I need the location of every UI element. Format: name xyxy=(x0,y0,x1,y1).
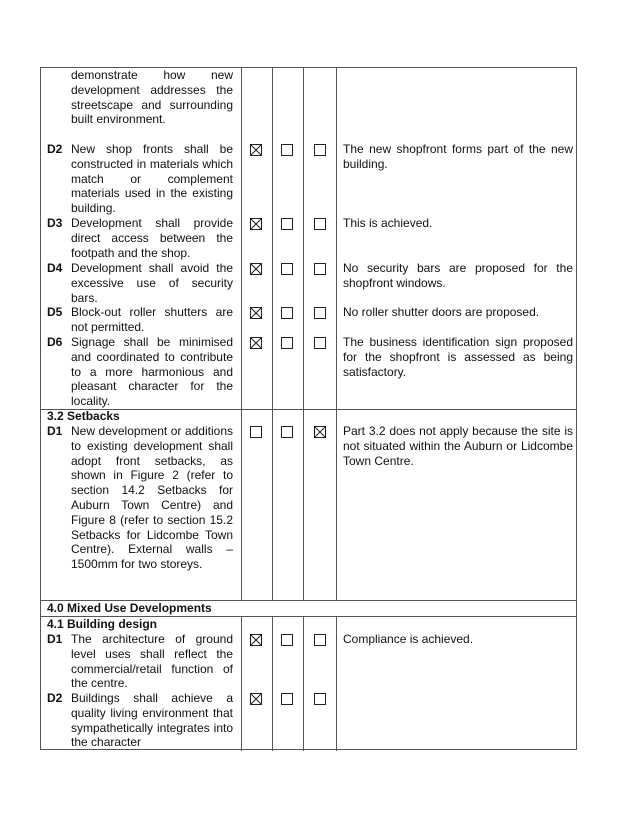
requirement-row xyxy=(47,261,233,305)
checkbox[interactable] xyxy=(281,263,293,275)
checkbox-cross-icon xyxy=(251,264,261,274)
checkbox[interactable] xyxy=(314,337,326,349)
comment-text: No security bars are proposed for the shopfront windows. xyxy=(343,261,573,290)
checkbox[interactable] xyxy=(250,307,262,319)
requirement-text: Block-out roller shutters are not permitted. xyxy=(71,305,233,334)
column-divider xyxy=(336,616,337,751)
checkbox[interactable] xyxy=(314,426,326,438)
checkbox[interactable] xyxy=(314,634,326,646)
requirement-text: demonstrate how new development addresses the streetscape and surrounding built environment. xyxy=(71,68,233,127)
requirement-id: D4 xyxy=(47,261,63,275)
row-divider xyxy=(41,409,576,410)
checkbox-cross-icon xyxy=(251,219,261,229)
column-divider xyxy=(303,68,304,600)
requirement-row xyxy=(47,68,233,127)
requirement-id: D3 xyxy=(47,216,63,230)
requirement-text: Signage shall be minimised and coordinated to contribute to a more harmonious and pleasant character for the locality. xyxy=(71,335,233,409)
checkbox-cross-icon xyxy=(251,694,261,704)
subsection-heading: 3.2 Setbacks xyxy=(47,409,120,423)
checkbox[interactable] xyxy=(250,337,262,349)
requirement-text: Development shall avoid the excessive use of security bars. xyxy=(71,261,233,305)
requirement-text: Development shall provide direct access between the footpath and the shop. xyxy=(71,216,233,260)
requirement-row xyxy=(47,142,233,216)
requirement-id: D1 xyxy=(47,632,63,646)
comment-text: Part 3.2 does not apply because the site is not situated within the Auburn or Lidcombe Town Centre. xyxy=(343,424,573,468)
checkbox[interactable] xyxy=(281,144,293,156)
column-divider xyxy=(272,616,273,751)
checkbox[interactable] xyxy=(250,634,262,646)
checkbox[interactable] xyxy=(250,263,262,275)
checkbox[interactable] xyxy=(281,426,293,438)
checkbox[interactable] xyxy=(314,263,326,275)
column-divider xyxy=(336,68,337,600)
requirement-row xyxy=(47,335,233,409)
column-divider xyxy=(272,68,273,600)
checkbox[interactable] xyxy=(250,426,262,438)
checkbox[interactable] xyxy=(250,144,262,156)
checkbox[interactable] xyxy=(314,693,326,705)
requirement-row xyxy=(47,691,233,750)
column-divider xyxy=(241,68,242,600)
requirement-text: New development or additions to existing development shall adopt front setbacks, as shown in Figure 2 (refer to section 14.2 Setbacks for Auburn Town Centre) and Figure 8 (refer to section 15.2 Setbacks for Lidcombe Town Centre). External walls – 1500mm for two storeys. xyxy=(71,424,233,572)
checkbox[interactable] xyxy=(250,693,262,705)
requirement-text: The architecture of ground level uses shall reflect the commercial/retail function of the centre. xyxy=(71,632,233,691)
checkbox[interactable] xyxy=(250,218,262,230)
checkbox[interactable] xyxy=(314,144,326,156)
requirement-text: Buildings shall achieve a quality living environment that sympathetically integrates into the character xyxy=(71,691,233,750)
checkbox[interactable] xyxy=(314,218,326,230)
checkbox[interactable] xyxy=(281,218,293,230)
requirement-text: New shop fronts shall be constructed in materials which match or complement materials used in the existing building. xyxy=(71,142,233,216)
requirement-id: D6 xyxy=(47,335,63,349)
requirement-id: D1 xyxy=(47,424,63,438)
compliance-table xyxy=(40,67,577,750)
requirement-id: D2 xyxy=(47,691,63,705)
requirement-row xyxy=(47,216,233,260)
comment-text: The business identification sign proposed for the shopfront is assessed as being satisfactory. xyxy=(343,335,573,379)
checkbox[interactable] xyxy=(281,634,293,646)
checkbox-cross-icon xyxy=(251,635,261,645)
comment-text: No roller shutter doors are proposed. xyxy=(343,305,540,319)
checkbox[interactable] xyxy=(281,337,293,349)
checkbox-cross-icon xyxy=(251,145,261,155)
comment-text: This is achieved. xyxy=(343,216,433,230)
comment-text: The new shopfront forms part of the new building. xyxy=(343,142,573,171)
section-heading: 4.0 Mixed Use Developments xyxy=(47,601,212,615)
requirement-row xyxy=(47,632,233,691)
column-divider xyxy=(241,616,242,751)
checkbox[interactable] xyxy=(281,307,293,319)
subsection-heading: 4.1 Building design xyxy=(47,617,158,631)
requirement-id: D2 xyxy=(47,142,63,156)
checkbox[interactable] xyxy=(281,693,293,705)
checkbox-cross-icon xyxy=(315,427,325,437)
requirement-id: D5 xyxy=(47,305,63,319)
comment-text: Compliance is achieved. xyxy=(343,632,474,646)
column-divider xyxy=(303,616,304,751)
requirement-row xyxy=(47,424,233,572)
requirement-row xyxy=(47,305,233,335)
checkbox[interactable] xyxy=(314,307,326,319)
checkbox-cross-icon xyxy=(251,308,261,318)
checkbox-cross-icon xyxy=(251,338,261,348)
